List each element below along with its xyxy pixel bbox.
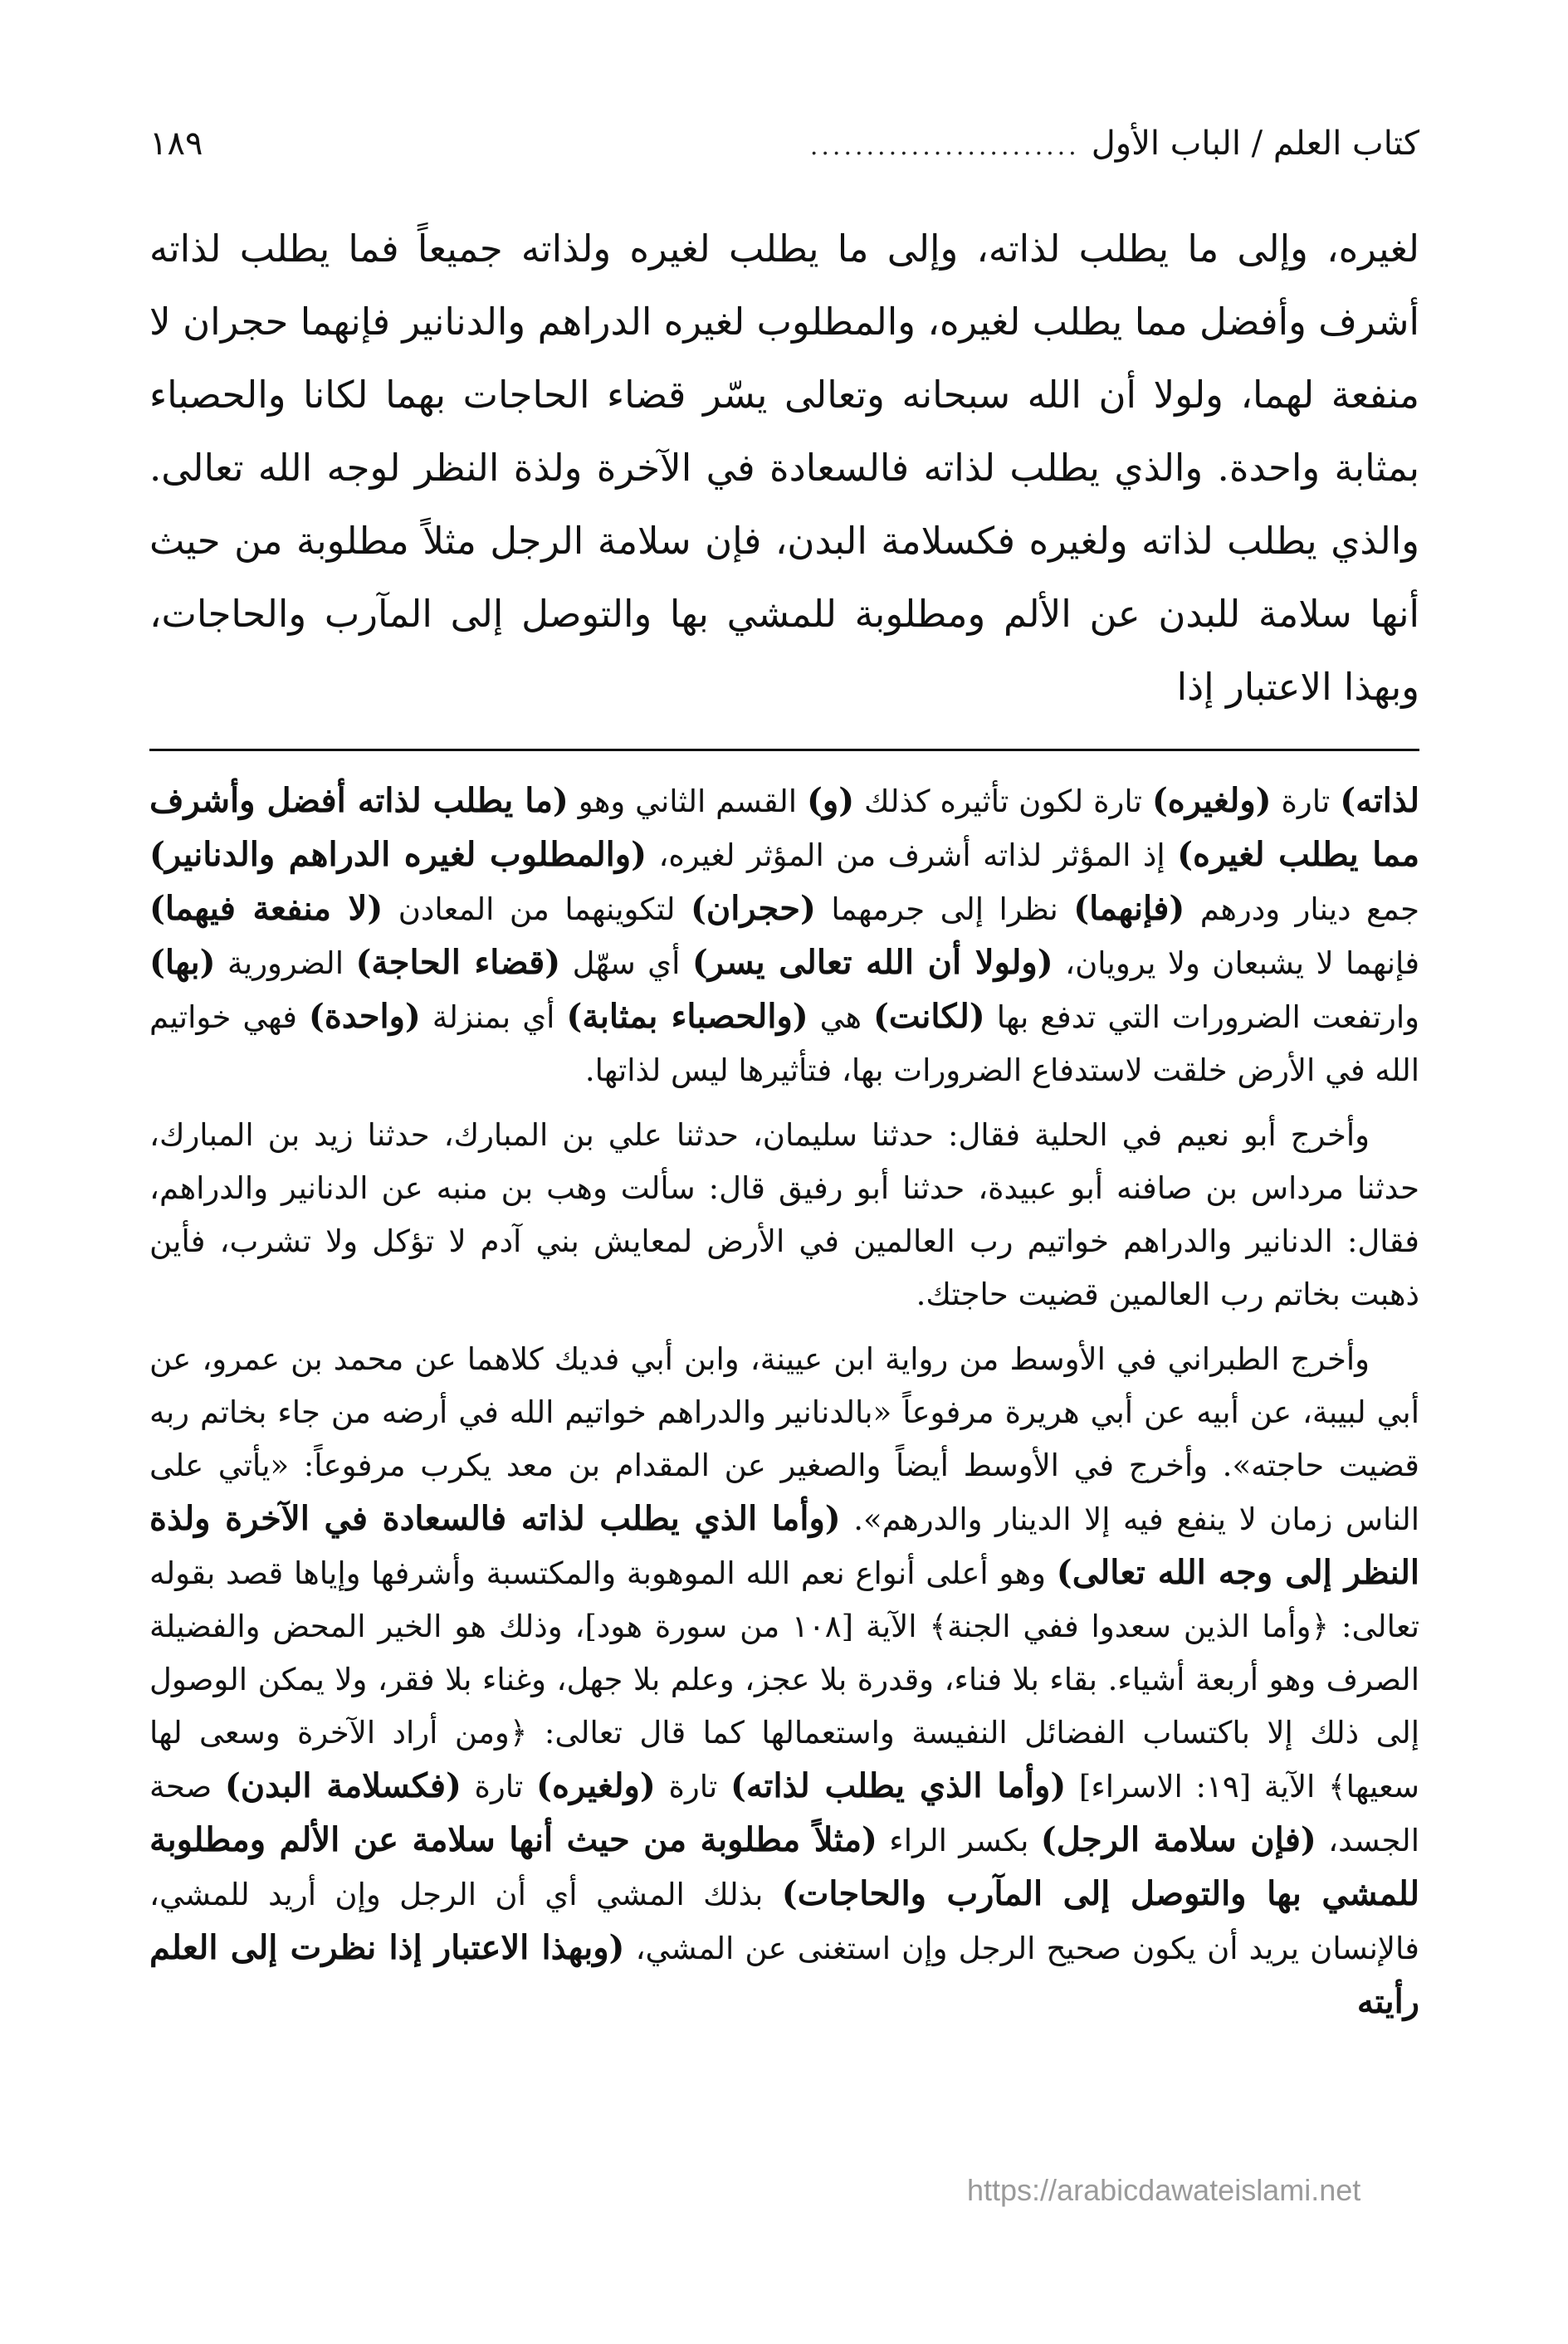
- commentary-text: فإنهما لا يشبعان ولا يرويان،: [1053, 945, 1420, 981]
- quoted-text-bold: لذاته): [1340, 781, 1420, 820]
- quoted-text-bold: (وأما الذي يطلب لذاته فالسعادة في الآخرة ولذة النظر إلى وجه الله تعالى): [149, 1499, 1419, 1592]
- quoted-text-bold: (و): [806, 781, 855, 820]
- quoted-text-bold: (مثلاً مطلوبة من حيث أنها سلامة عن الألم ومطلوبة للمشي بها والتوصل إلى المآرب والحاجات): [149, 1820, 1420, 1913]
- commentary-text: جمع دينار ودرهم: [1185, 891, 1419, 927]
- commentary-text: نظرا إلى جرمهما: [815, 891, 1074, 927]
- leader-dots: ........................: [809, 132, 1080, 161]
- quoted-text-bold: (لا منفعة فيهما): [149, 889, 383, 928]
- commentary-text: أي سهّل: [560, 945, 692, 981]
- quoted-text-bold: (فإنهما): [1073, 889, 1185, 928]
- footnote-divider: [149, 749, 1419, 751]
- quoted-text-bold: (حجران): [690, 889, 816, 928]
- quoted-text-bold: (ولغيره): [1151, 781, 1272, 820]
- quoted-text-bold: (ولولا أن الله تعالى يسر): [691, 943, 1053, 982]
- commentary-text: صحة الجسد،: [149, 1769, 1419, 1858]
- quoted-text-bold: (والحصباء بمثابة): [566, 997, 808, 1036]
- page-header: [149, 125, 1419, 183]
- commentary-text: أي بمنزلة: [420, 999, 567, 1035]
- quoted-text-bold: (واحدة): [308, 997, 421, 1036]
- commentary-text: بذلك المشي أي أن الرجل وإن أريد للمشي، فالإنسان يريد أن يكون صحيح الرجل وإن استغنى عن المشي،: [149, 1877, 1419, 1966]
- quoted-text-bold: (ما يطلب لذاته أفضل وأشرف مما يطلب لغيره): [149, 781, 1419, 874]
- quoted-text-bold: (قضاء الحاجة): [355, 943, 561, 982]
- main-paragraph: لغيره، وإلى ما يطلب لذاته، وإلى ما يطلب لغيره ولذاته جميعاً فما يطلب لذاته أشرف وأفضل مما يطلب لغيره، والمطلوب لغيره الدراهم والدنانير فإنهما حجران لا منفعة لهما، ولولا أن الله سبحانه وتعالى يسّر قضاء الحاجات بهما لكانا والحصباء بمثابة واحدة. والذي يطلب لذاته فالسعادة في الآخرة ولذة النظر لوجه الله تعالى. والذي يطلب لذاته ولغيره فكسلامة البدن، فإن سلامة الرجل مثلاً مطلوبة من حيث أنها سلامة للبدن عن الألم ومطلوبة للمشي بها والتوصل إلى المآرب والحاجات، وبهذا الاعتبار إذا: [149, 227, 1419, 709]
- quoted-text-bold: (فكسلامة البدن): [224, 1766, 462, 1805]
- commentary-text: لتكوينهما من المعادن: [383, 891, 691, 927]
- quoted-text-bold: (والمطلوب لغيره الدراهم والدنانير): [149, 835, 647, 874]
- watermark-url: https://arabicdawateislami.net: [967, 2173, 1361, 2207]
- commentary: [149, 774, 1419, 2029]
- commentary-text: وارتفعت الضرورات التي تدفع بها: [984, 999, 1420, 1035]
- commentary-text: تارة لكون تأثيره كذلك: [854, 784, 1152, 819]
- book-page: [149, 125, 1419, 2041]
- quoted-text-bold: (وأما الذي يطلب لذاته): [730, 1766, 1067, 1805]
- commentary-text: تارة: [461, 1769, 537, 1804]
- quoted-text-bold: (لكانت): [873, 997, 985, 1036]
- commentary-text: الضرورية: [215, 945, 356, 981]
- quoted-text-bold: (فإن سلامة الرجل): [1040, 1820, 1316, 1859]
- commentary-text: وهو أعلى أنواع نعم الله الموهوبة والمكتسبة وأشرفها وإياها قصد بقوله تعالى: ﴿وأما الذين سعدوا ففي الجنة﴾ الآية [١٠٨ من سورة هود]، وذلك هو الخير المحض والفضيلة الصرف وهو أربعة أشياء. بقاء بلا فناء، وقدرة بلا عجز، وعلم بلا جهل، وغناء بلا فقر، ولا يمكن الوصول إلى ذلك إلا باكتساب الفضائل النفيسة واستعمالها كما قال تعالى: ﴿ومن أراد الآخرة وسعى لها سعيها﴾ الآية [١٩: الاسراء]: [149, 1555, 1420, 1804]
- commentary-text: هي: [808, 999, 873, 1035]
- commentary-text: بكسر الراء: [877, 1823, 1041, 1858]
- main-text: [149, 212, 1419, 724]
- page-number: ١٨٩: [149, 125, 203, 163]
- running-title: كتاب العلم / الباب الأول: [1091, 125, 1419, 163]
- quoted-text-bold: (بها): [149, 943, 216, 982]
- commentary-text: فهي خواتيم الله في الأرض خلقت لاستدفاع الضرورات بها، فتأثيرها ليس لذاتها.: [149, 999, 1419, 1088]
- commentary-text: تارة: [1271, 784, 1341, 819]
- commentary-paragraph-1: [149, 774, 1419, 1097]
- commentary-paragraph-3: [149, 1333, 1419, 2029]
- commentary-text: القسم الثاني وهو: [568, 784, 807, 819]
- commentary-text: إذ المؤثر لذاته أشرف من المؤثر لغيره،: [647, 837, 1178, 873]
- commentary-paragraph-2: وأخرج أبو نعيم في الحلية فقال: حدثنا سليمان، حدثنا علي بن المبارك، حدثنا زيد بن المبارك، حدثنا مرداس بن صافنه أبو عبيدة، حدثنا أبو رفيق قال: سألت وهب بن منبه عن الدنانير والدراهم، فقال: الدنانير والدراهم خواتيم رب العالمين في الأرض لمعايش بني آدم لا تؤكل ولا تشرب، فأين ذهبت بخاتم رب العالمين قضيت حاجتك.: [149, 1117, 1419, 1312]
- quoted-text-bold: (ولغيره): [536, 1766, 656, 1805]
- commentary-text: تارة: [655, 1769, 730, 1804]
- commentary-text: وأخرج الطبراني في الأوسط من رواية ابن عيينة، وابن أبي فديك كلاهما عن محمد بن عمرو، عن أبي لبيبة، عن أبيه عن أبي هريرة مرفوعاً «بالدنانير والدراهم خواتيم الله في أرضه من جاء بخاتم ربه قضيت حاجته». وأخرج في الأوسط أيضاً والصغير عن المقدام بن معد يكرب مرفوعاً: «يأتي على الناس زمان لا ينفع فيه إلا الدينار والدرهم».: [149, 1341, 1419, 1537]
- quoted-text-bold: (وبهذا الاعتبار إذا نظرت إلى العلم رأيته: [149, 1928, 1419, 2021]
